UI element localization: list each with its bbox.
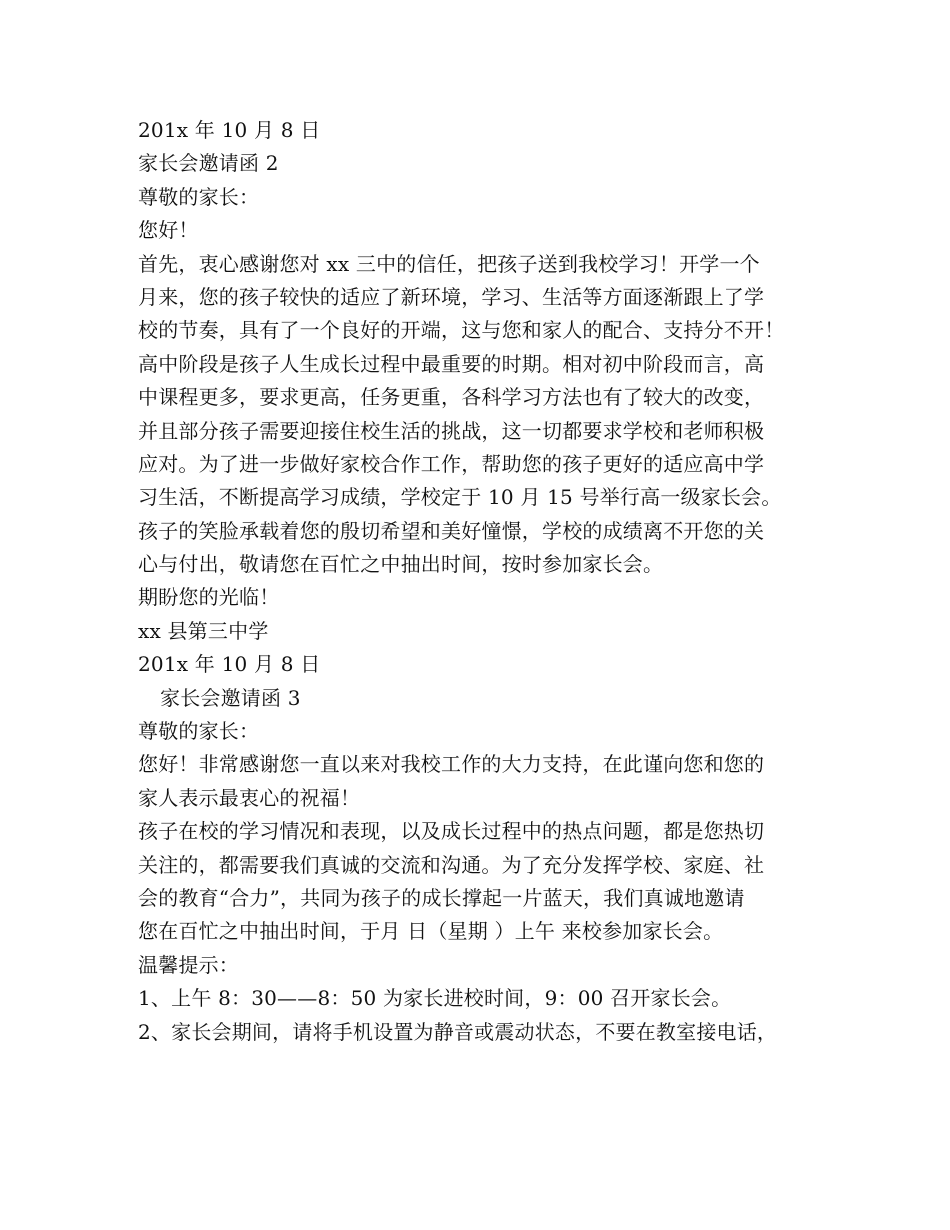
- paragraph-line: 家人表示最衷心的祝福！: [138, 785, 361, 810]
- date-line-2: 201x 年 10 月 8 日: [138, 652, 321, 677]
- document-body: [138, 114, 828, 1049]
- tip-item: 1、上午 8：30——8：50 为家长进校时间，9：00 召开家长会。: [138, 986, 732, 1011]
- paragraph-line: 高中阶段是孩子人生成长过程中最重要的时期。相对初中阶段而言，高: [138, 351, 765, 376]
- letter-title-2: 家长会邀请函 2: [138, 151, 279, 176]
- tip-item: 2、家长会期间，请将手机设置为静音或震动状态，不要在教室接电话，: [138, 1019, 778, 1044]
- sender-line: xx 县第三中学: [138, 618, 269, 643]
- letter-title-3: 家长会邀请函 3: [160, 685, 301, 710]
- paragraph-line: 并且部分孩子需要迎接住校生活的挑战，这一切都要求学校和老师积极: [138, 418, 765, 443]
- paragraph-line: 首先，衷心感谢您对 xx 三中的信任，把孩子送到我校学习！开学一个: [138, 251, 760, 276]
- greeting-1: 您好！: [138, 218, 199, 243]
- paragraph-line: 应对。为了进一步做好家校合作工作，帮助您的孩子更好的适应高中学: [138, 451, 765, 476]
- paragraph-line: 月来，您的孩子较快的适应了新环境，学习、生活等方面逐渐跟上了学: [138, 284, 765, 309]
- paragraph-line: 会的教育“合力”，共同为孩子的成长撑起一片蓝天，我们真诚地邀请: [138, 885, 745, 910]
- paragraph-line: 中课程更多，要求更高，任务更重，各科学习方法也有了较大的改变，: [138, 385, 765, 410]
- paragraph-line: 您好！非常感谢您一直以来对我校工作的大力支持，在此谨向您和您的: [138, 752, 765, 777]
- paragraph-line: 孩子在校的学习情况和表现，以及成长过程中的热点问题，都是您热切: [138, 819, 765, 844]
- salutation-1: 尊敬的家长：: [138, 184, 260, 209]
- date-line-1: 201x 年 10 月 8 日: [138, 118, 321, 142]
- paragraph-line: 您在百忙之中抽出时间，于月 日（星期 ）上午 来校参加家长会。: [138, 919, 724, 944]
- salutation-2: 尊敬的家长：: [138, 719, 260, 744]
- paragraph-line: 习生活，不断提高学习成绩，学校定于 10 月 15 号举行高一级家长会。: [138, 485, 782, 510]
- closing-line: 期盼您的光临！: [138, 585, 280, 610]
- paragraph-line: 校的节奏，具有了一个良好的开端，这与您和家人的配合、支持分不开！: [138, 318, 785, 343]
- paragraph-line: 心与付出，敬请您在百忙之中抽出时间，按时参加家长会。: [138, 552, 664, 577]
- tips-heading: 温馨提示：: [138, 952, 239, 977]
- paragraph-line: 孩子的笑脸承载着您的殷切希望和美好憧憬，学校的成绩离不开您的关: [138, 518, 765, 543]
- paragraph-line: 关注的，都需要我们真诚的交流和沟通。为了充分发挥学校、家庭、社: [138, 852, 765, 877]
